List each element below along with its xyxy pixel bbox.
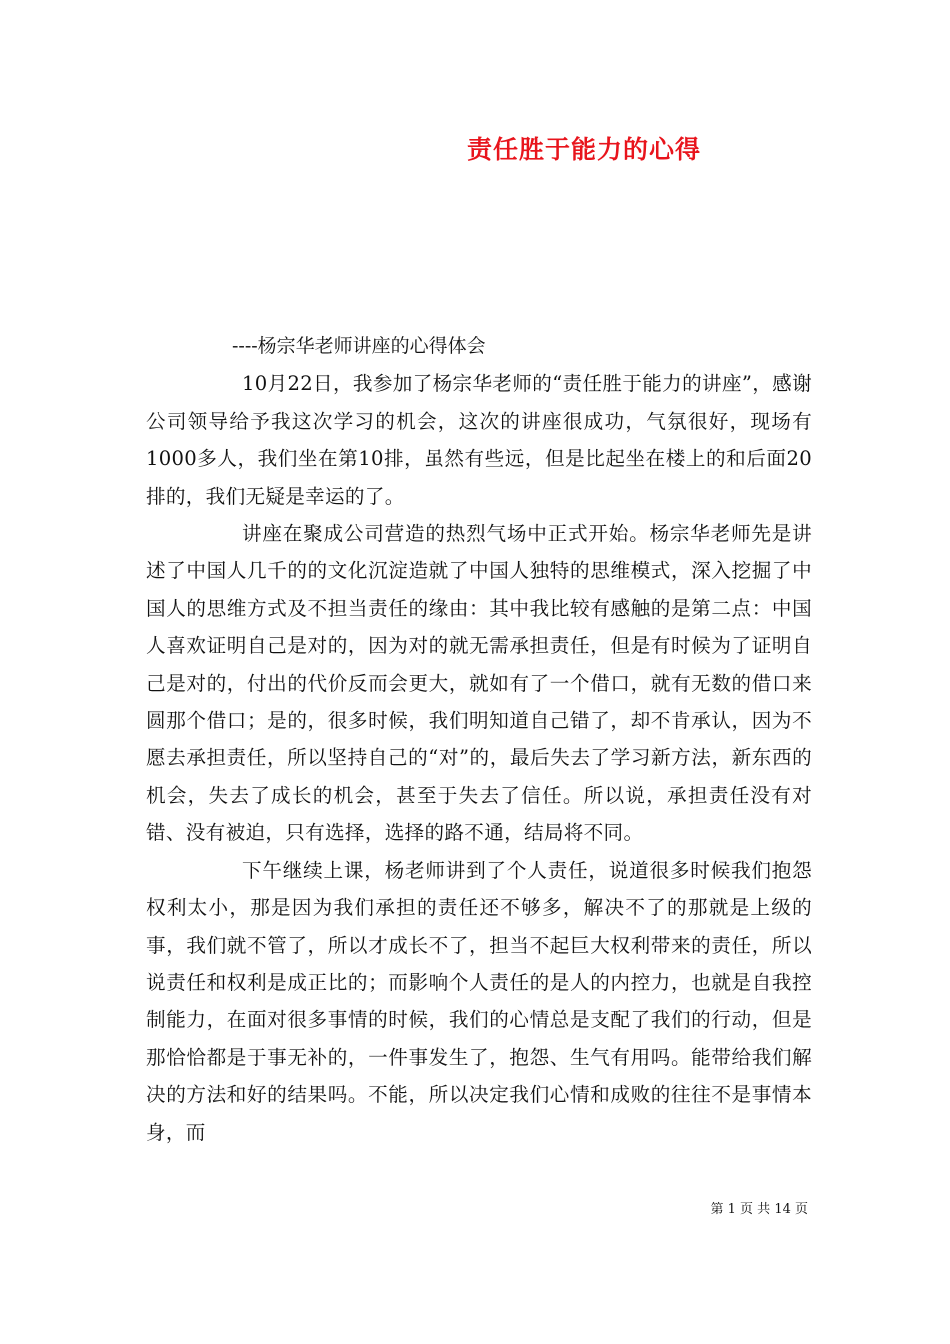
document-subtitle: ----杨宗华老师讲座的心得体会 — [232, 335, 486, 357]
paragraph-1: 10月22日，我参加了杨宗华老师的“责任胜于能力的讲座”，感谢公司领导给予我这次学习的机会，这次的讲座很成功，气氛很好，现场有1000多人，我们坐在第10排，虽然有些远，但是比起坐在楼上的和后面20排的，我们无疑是幸运的了。 — [146, 372, 812, 508]
paragraph-3: 下午继续上课，杨老师讲到了个人责任，说道很多时候我们抱怨权利太小，那是因为我们承担的责任还不够多，解决不了的那就是上级的事，我们就不管了，所以才成长不了，担当不起巨大权利带来的责任，所以说责任和权利是成正比的；而影响个人责任的是人的内控力，也就是自我控制能力，在面对很多事情的时候，我们的心情总是支配了我们的行动，但是那恰恰都是于事无补的，一件事发生了，抱怨、生气有用吗。能带给我们解决的方法和好的结果吗。不能，所以决定我们心情和成败的往往不是事情本身，而 — [146, 858, 812, 1144]
document-body — [146, 328, 812, 1151]
page-number-footer: 第 1 页 共 14 页 — [710, 1202, 808, 1217]
paragraph-2: 讲座在聚成公司营造的热烈气场中正式开始。杨宗华老师先是讲述了中国人几千的的文化沉淀造就了中国人独特的思维模式，深入挖掘了中国人的思维方式及不担当责任的缘由：其中我比较有感触的是第二点：中国人喜欢证明自己是对的，因为对的就无需承担责任，但是有时候为了证明自己是对的，付出的代价反而会更大，就如有了一个借口，就有无数的借口来圆那个借口；是的，很多时候，我们明知道自己错了，却不肯承认，因为不愿去承担责任，所以坚持自己的“对”的，最后失去了学习新方法，新东西的机会，失去了成长的机会，甚至于失去了信任。所以说，承担责任没有对错、没有被迫，只有选择，选择的路不通，结局将不同。 — [146, 522, 812, 845]
document-title: 责任胜于能力的心得 — [466, 135, 701, 164]
